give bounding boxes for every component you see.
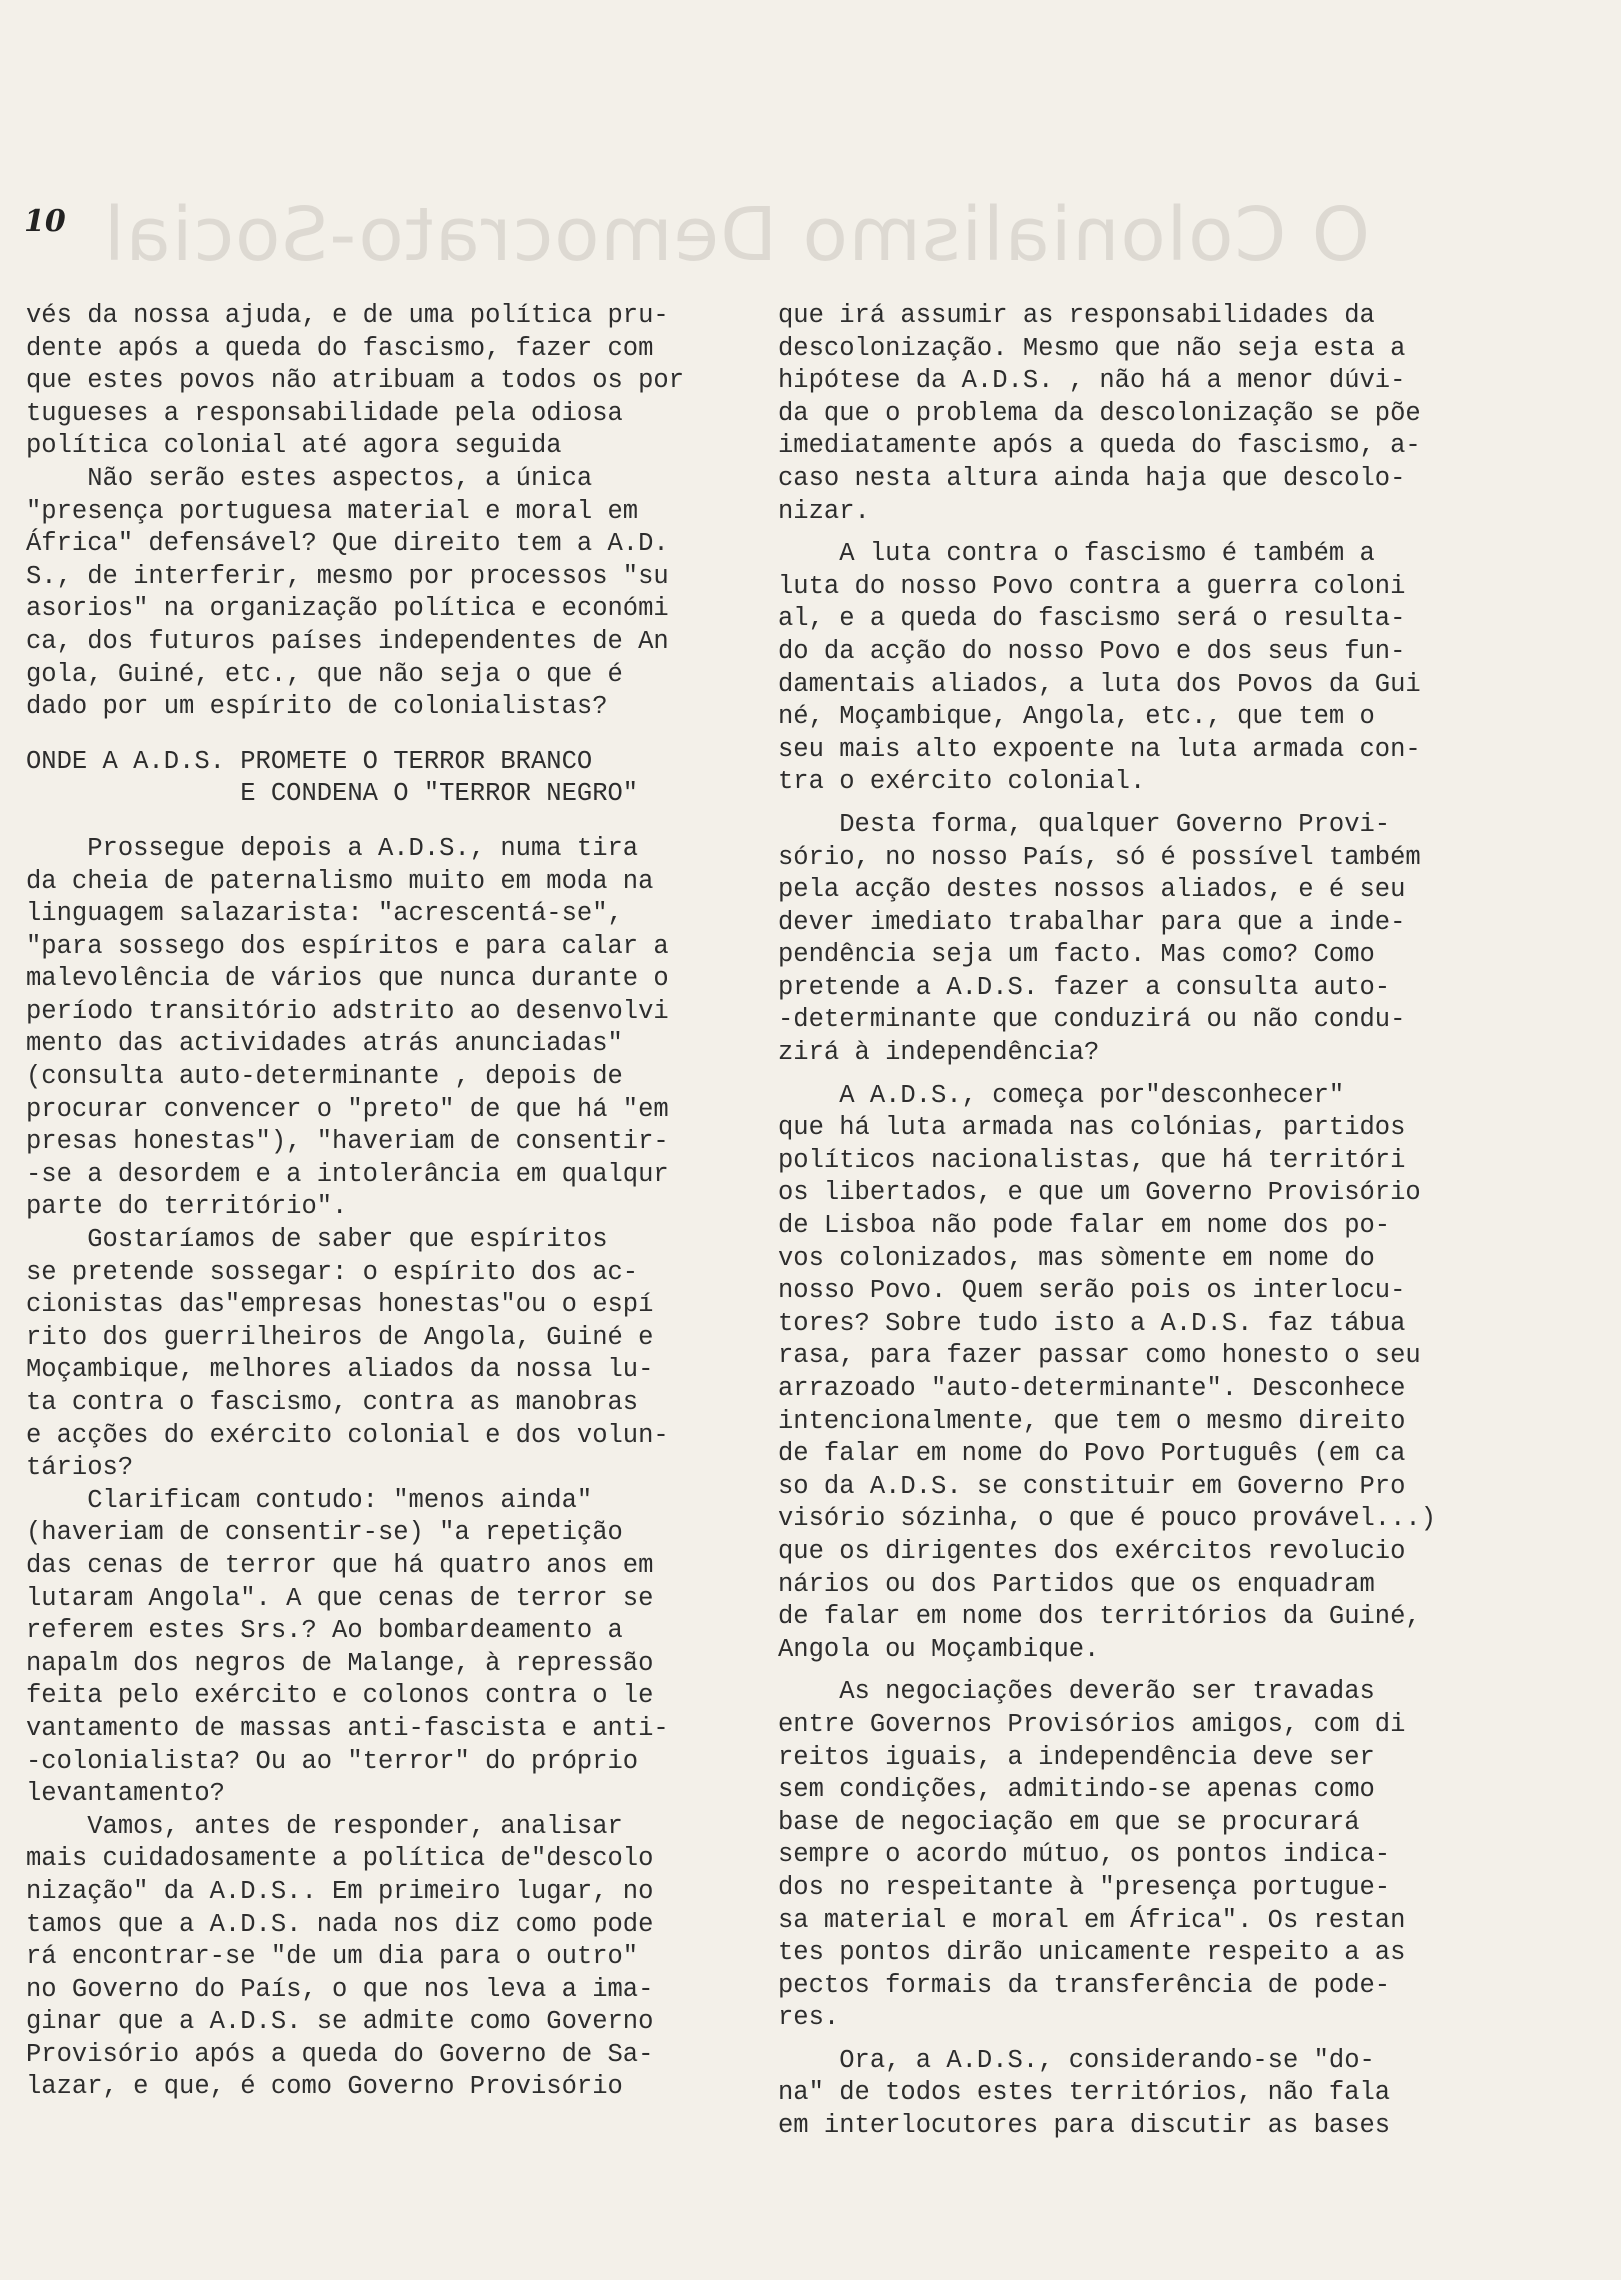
text-line: al, e a queda do fascismo será o resulta- bbox=[778, 604, 1406, 634]
text-line: de falar em nome dos territórios da Guiné, bbox=[778, 1602, 1421, 1632]
text-line: zirá à independência? bbox=[778, 1038, 1100, 1068]
text-line: se pretende sossegar: o espírito dos ac- bbox=[26, 1257, 639, 1287]
text-line: e acções do exército colonial e dos volun- bbox=[26, 1420, 669, 1450]
text-line: -colonialista? Ou ao "terror" do próprio bbox=[26, 1746, 639, 1776]
right-column bbox=[778, 300, 1458, 2143]
text-line: os libertados, e que um Governo Provisório bbox=[778, 1178, 1421, 1208]
text-line: Clarificam contudo: "menos ainda" bbox=[26, 1485, 593, 1515]
text-line: (haveriam de consentir-se) "a repetição bbox=[26, 1518, 623, 1548]
text-line: As negociações deverão ser travadas bbox=[778, 1677, 1375, 1707]
text-line: intencionalmente, que tem o mesmo direito bbox=[778, 1406, 1406, 1436]
text-line: (consulta auto-determinante , depois de bbox=[26, 1062, 623, 1092]
text-line: Gostaríamos de saber que espíritos bbox=[26, 1225, 608, 1255]
text-line: vantamento de massas anti-fascista e anti- bbox=[26, 1713, 669, 1743]
paragraph-gap bbox=[778, 2035, 1458, 2045]
text-line: lazar, e que, é como Governo Provisório bbox=[26, 2072, 623, 2102]
text-line: malevolência de vários que nunca durante o bbox=[26, 964, 669, 994]
text-line: que estes povos não atribuam a todos os por bbox=[26, 366, 685, 396]
text-line bbox=[26, 724, 706, 746]
text-line: nosso Povo. Quem serão pois os interlocu- bbox=[778, 1276, 1406, 1306]
text-line: presas honestas"), "haveriam de consentir- bbox=[26, 1127, 669, 1157]
text-line: tamos que a A.D.S. nada nos diz como pode bbox=[26, 1909, 654, 1939]
text-line: Desta forma, qualquer Governo Provi- bbox=[778, 809, 1391, 839]
text-line: E CONDENA O "TERROR NEGRO" bbox=[26, 779, 639, 809]
text-line: reitos iguais, a independência deve ser bbox=[778, 1742, 1375, 1772]
paragraph-gap bbox=[778, 1070, 1458, 1080]
text-line: -se a desordem e a intolerância em qualqur bbox=[26, 1159, 669, 1189]
text-line: Não serão estes aspectos, a única bbox=[26, 463, 593, 493]
paragraph-gap bbox=[778, 799, 1458, 809]
text-line: gola, Guiné, etc., que não seja o que é bbox=[26, 659, 623, 689]
paragraph-gap bbox=[778, 1666, 1458, 1676]
text-line: rasa, para fazer passar como honesto o seu bbox=[778, 1341, 1421, 1371]
text-line: arrazoado "auto-determinante". Desconhece bbox=[778, 1374, 1406, 1403]
text-line: Ora, a A.D.S., considerando-se "do- bbox=[778, 2045, 1375, 2075]
text-line: em interlocutores para discutir as bases bbox=[778, 2111, 1391, 2141]
text-line: sempre o acordo mútuo, os pontos indica- bbox=[778, 1840, 1391, 1870]
text-line: so da A.D.S. se constituir em Governo Pro bbox=[778, 1471, 1406, 1501]
text-line: ONDE A A.D.S. PROMETE O TERROR BRANCO bbox=[26, 746, 593, 776]
text-line: pela acção destes nossos aliados, e é seu bbox=[778, 875, 1406, 905]
text-line: lutaram Angola". A que cenas de terror se bbox=[26, 1583, 654, 1613]
text-line: período transitório adstrito ao desenvolvi bbox=[26, 996, 669, 1026]
text-line: que irá assumir as responsabilidades da bbox=[778, 301, 1375, 330]
text-line: Moçambique, melhores aliados da nossa lu- bbox=[26, 1355, 654, 1385]
text-line: seu mais alto expoente na luta armada con- bbox=[778, 734, 1421, 764]
text-line: asorios" na organização política e económi bbox=[26, 594, 669, 624]
text-line: que há luta armada nas colónias, partidos bbox=[778, 1113, 1406, 1143]
text-line: ta contra o fascismo, contra as manobras bbox=[26, 1388, 639, 1417]
text-line: mento das actividades atrás anunciadas" bbox=[26, 1029, 623, 1059]
text-line: feita pelo exército e colonos contra o le bbox=[26, 1681, 654, 1711]
text-line: ca, dos futuros países independentes de An bbox=[26, 626, 669, 656]
text-line: "para sossego dos espíritos e para calar a bbox=[26, 931, 669, 961]
left-column bbox=[26, 300, 706, 2104]
text-line: procurar convencer o "preto" de que há "em bbox=[26, 1094, 669, 1124]
text-line: dado por um espírito de colonialistas? bbox=[26, 692, 608, 722]
text-line: base de negociação em que se procurará bbox=[778, 1807, 1360, 1837]
text-line: rá encontrar-se "de um dia para o outro" bbox=[26, 1942, 639, 1972]
text-line: res. bbox=[778, 2003, 840, 2033]
text-line: tugueses a responsabilidade pela odiosa bbox=[26, 398, 623, 428]
text-line: Provisório após a queda do Governo de Sa- bbox=[26, 2039, 654, 2069]
text-line: A A.D.S., começa por"desconhecer" bbox=[778, 1080, 1345, 1110]
text-line: descolonização. Mesmo que não seja esta a bbox=[778, 333, 1406, 363]
text-line: pendência seja um facto. Mas como? Como bbox=[778, 940, 1375, 970]
text-line: pretende a A.D.S. fazer a consulta auto- bbox=[778, 972, 1391, 1002]
text-line: referem estes Srs.? Ao bombardeamento a bbox=[26, 1616, 623, 1646]
text-line: damentais aliados, a luta dos Povos da Gui bbox=[778, 669, 1421, 699]
text-line: hipótese da A.D.S. , não há a menor dúvi- bbox=[778, 366, 1406, 396]
text-line: pectos formais da transferência de pode- bbox=[778, 1970, 1391, 2000]
text-line: na" de todos estes territórios, não fala bbox=[778, 2078, 1391, 2108]
text-line: dos no respeitante à "presença portugue- bbox=[778, 1872, 1391, 1902]
text-line: da que o problema da descolonização se põe bbox=[778, 398, 1421, 428]
text-line: dever imediato trabalhar para que a inde- bbox=[778, 907, 1406, 937]
text-line: sem condições, admitindo-se apenas como bbox=[778, 1775, 1375, 1805]
text-line: tra o exército colonial. bbox=[778, 767, 1146, 797]
text-line: ginar que a A.D.S. se admite como Governo bbox=[26, 2007, 654, 2037]
text-line: linguagem salazarista: "acrescentá-se", bbox=[26, 899, 623, 929]
text-line: nizar. bbox=[778, 496, 870, 526]
text-line: vés da nossa ajuda, e de uma política pru- bbox=[26, 301, 669, 330]
text-line: caso nesta altura ainda haja que descolo- bbox=[778, 463, 1406, 493]
text-line: A luta contra o fascismo é também a bbox=[778, 539, 1375, 569]
text-line: "presença portuguesa material e moral em bbox=[26, 496, 639, 526]
text-line bbox=[26, 811, 706, 833]
text-line: nização" da A.D.S.. Em primeiro lugar, no bbox=[26, 1876, 654, 1906]
text-line: entre Governos Provisórios amigos, com di bbox=[778, 1709, 1406, 1739]
text-line: de falar em nome do Povo Português (em ca bbox=[778, 1439, 1406, 1469]
text-line: políticos nacionalistas, que há territóri bbox=[778, 1145, 1406, 1175]
text-line: vos colonizados, mas sòmente em nome do bbox=[778, 1243, 1375, 1273]
text-line: Prossegue depois a A.D.S., numa tira bbox=[26, 833, 639, 863]
text-line: nários ou dos Partidos que os enquadram bbox=[778, 1569, 1375, 1599]
text-line: política colonial até agora seguida bbox=[26, 431, 562, 461]
paragraph-gap bbox=[778, 528, 1458, 538]
text-line: cionistas das"empresas honestas"ou o espí bbox=[26, 1290, 654, 1320]
text-line: né, Moçambique, Angola, etc., que tem o bbox=[778, 702, 1375, 732]
text-line: das cenas de terror que há quatro anos em bbox=[26, 1550, 654, 1580]
text-line: da cheia de paternalismo muito em moda na bbox=[26, 866, 654, 896]
text-line: tários? bbox=[26, 1453, 134, 1483]
text-line: tes pontos dirão unicamente respeito a as bbox=[778, 1938, 1406, 1968]
text-line: no Governo do País, o que nos leva a ima- bbox=[26, 1974, 654, 2004]
text-line: luta do nosso Povo contra a guerra coloni bbox=[778, 571, 1406, 601]
text-line: de Lisboa não pode falar em nome dos po- bbox=[778, 1211, 1391, 1241]
text-line: levantamento? bbox=[26, 1779, 225, 1809]
bleed-through-title: O Colonialismo Democrato-Social bbox=[103, 192, 1370, 278]
text-line: dente após a queda do fascismo, fazer com bbox=[26, 333, 654, 363]
text-line: sa material e moral em África". Os restan bbox=[778, 1905, 1406, 1935]
text-line: imediatamente após a queda do fascismo, a- bbox=[778, 431, 1421, 461]
text-line: sório, no nosso País, só é possível também bbox=[778, 842, 1421, 872]
text-line: rito dos guerrilheiros de Angola, Guiné e bbox=[26, 1322, 654, 1352]
text-line: Vamos, antes de responder, analisar bbox=[26, 1811, 623, 1841]
text-line: napalm dos negros de Malange, à repressão bbox=[26, 1648, 654, 1678]
text-line: África" defensável? Que direito tem a A.D. bbox=[26, 529, 669, 559]
text-line: Angola ou Moçambique. bbox=[778, 1634, 1100, 1664]
text-line: S., de interferir, mesmo por processos "su bbox=[26, 561, 669, 591]
text-line: visório sózinha, o que é pouco provável...) bbox=[778, 1504, 1437, 1534]
text-line: que os dirigentes dos exércitos revolucio bbox=[778, 1536, 1406, 1566]
text-line: mais cuidadosamente a política de"descolo bbox=[26, 1844, 654, 1874]
page-number: 10 bbox=[24, 204, 66, 239]
text-line: do da acção do nosso Povo e dos seus fun- bbox=[778, 636, 1406, 666]
text-line: parte do território". bbox=[26, 1192, 348, 1222]
text-line: tores? Sobre tudo isto a A.D.S. faz tábua bbox=[778, 1308, 1406, 1338]
text-line: -determinante que conduzirá ou não condu- bbox=[778, 1005, 1406, 1035]
